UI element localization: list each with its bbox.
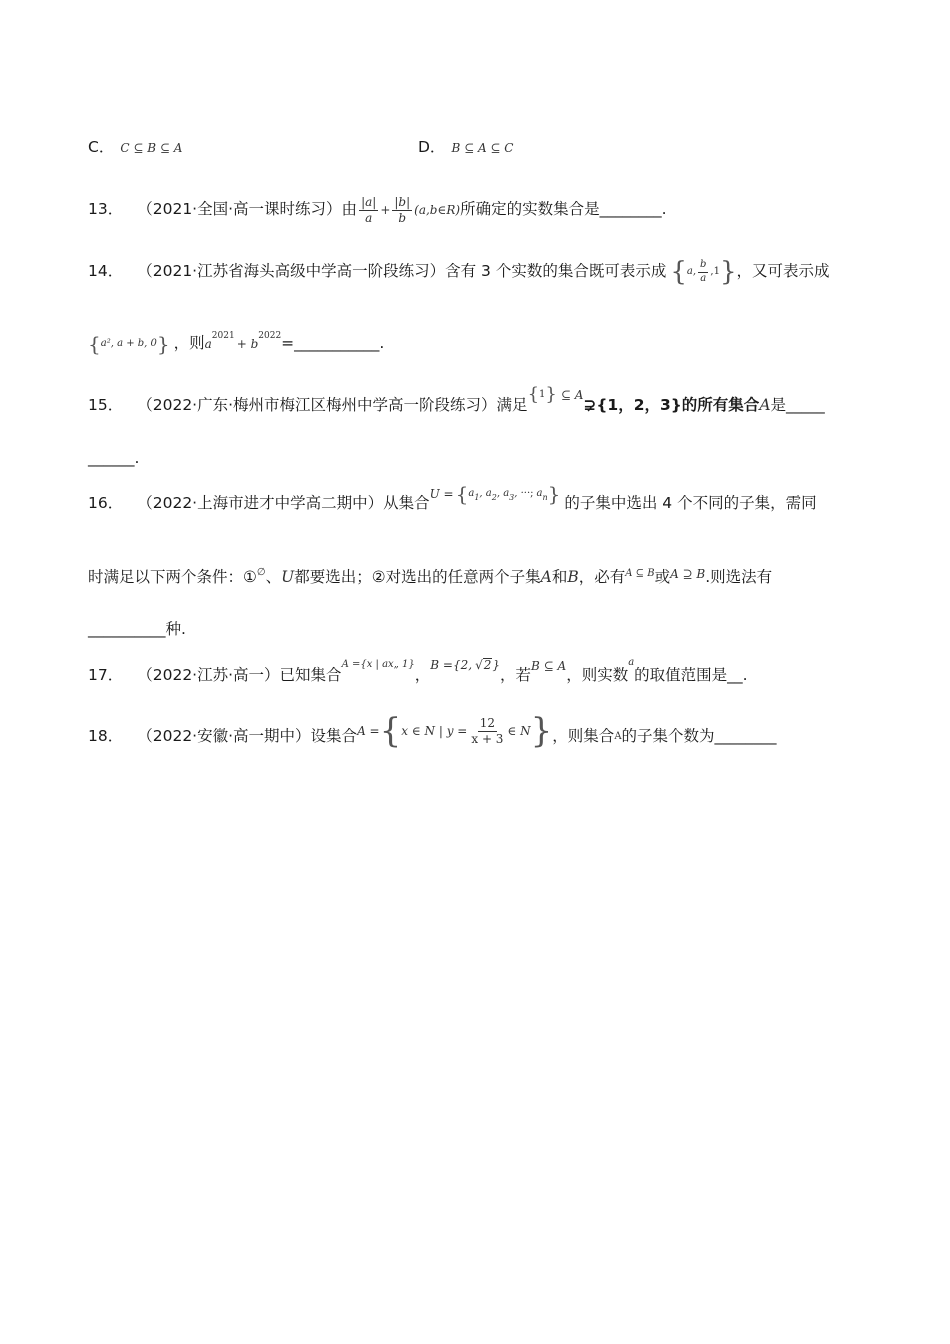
question-text: 的取值范围是__. <box>634 666 748 685</box>
question-source: （2022·上海市进才中学高二期中） <box>137 494 384 513</box>
question-15 <box>88 386 825 426</box>
right-brace: } <box>530 711 553 751</box>
set-a-definition: A ={x | ax„ 1} <box>341 659 415 670</box>
option-c-label: C． <box>88 138 115 156</box>
power-exponent: 2021 <box>211 330 235 341</box>
right-brace: } <box>547 482 561 506</box>
variable-a: A <box>540 568 552 586</box>
question-text: ______. <box>88 449 140 467</box>
power-base: a <box>204 337 212 351</box>
question-text: 已知集合 <box>279 666 342 685</box>
relation-superset: A ⊇ B <box>670 566 706 581</box>
option-d <box>418 140 513 156</box>
option-c <box>88 140 182 156</box>
fraction-denominator: b <box>398 210 407 225</box>
option-d-label: D． <box>418 138 446 156</box>
subset-expr <box>528 386 584 404</box>
question-16 <box>88 484 817 524</box>
relation-subset: B ⊆ A <box>531 659 567 673</box>
question-text: 的子集中选出 4 个不同的子集，需同 <box>564 494 817 513</box>
variable-a: a <box>628 657 635 668</box>
fraction-denominator: a <box>700 272 707 284</box>
variable-b: B <box>567 568 579 586</box>
set-element: $a_1$, <box>468 488 486 502</box>
set-condition: ∈ N <box>507 724 531 738</box>
variable-u: U <box>281 568 295 586</box>
question-14 <box>88 250 830 294</box>
option-c-expr: C ⊆ B ⊆ A <box>120 140 183 155</box>
power-exponent: 2022 <box>258 330 282 341</box>
question-source: （2022·广东·梅州市梅江区梅州中学高一阶段练习） <box>137 396 497 415</box>
set-elements: a², a + b, 0 <box>100 338 157 349</box>
question-14-cont <box>88 326 384 362</box>
fraction-numerator: |b| <box>394 194 411 209</box>
question-text: 含有 3 个实数的集合既可表示成 <box>445 262 667 281</box>
left-brace: { <box>379 711 402 751</box>
question-text: 所确定的实数集合是________. <box>460 200 667 219</box>
question-source: （2021·全国·高一课时练习） <box>137 200 342 219</box>
question-text: ，若 <box>500 666 532 685</box>
fraction-numerator: 12 <box>479 715 496 730</box>
question-text: 是_____ <box>770 396 825 415</box>
left-brace: { <box>455 482 469 506</box>
question-number: 15． <box>88 396 124 415</box>
set-element: $a_2$, <box>485 488 504 502</box>
question-text: ，又可表示成 <box>736 262 830 281</box>
ellipsis: ···; <box>520 488 534 499</box>
subset-relation: ⊆ A <box>560 388 584 402</box>
fraction-abs-b <box>392 196 412 224</box>
question-16-line3 <box>88 622 186 638</box>
set-u-lhs: U = <box>429 487 454 501</box>
question-text: 和 <box>551 568 568 586</box>
question-15-cont <box>88 451 139 467</box>
question-text: ，则集合 <box>552 727 615 746</box>
question-16-line2 <box>88 566 773 586</box>
set-condition: x ∈ N | y = <box>401 724 468 738</box>
left-brace: { <box>88 332 101 356</box>
question-number: 16． <box>88 494 124 513</box>
question-text: =___________. <box>281 334 385 353</box>
question-text: ，必有 <box>578 568 626 586</box>
question-18 <box>88 712 777 762</box>
question-number: 18． <box>88 727 124 746</box>
set-element: $a_3$, <box>503 488 521 502</box>
set-element: ,1 <box>710 266 720 277</box>
question-13 <box>88 188 667 232</box>
plus-sign: + <box>380 203 391 217</box>
fraction-abs-a <box>359 196 378 224</box>
question-text: ⊋{1，2，3}的所有集合 <box>583 396 760 415</box>
question-number: 14． <box>88 262 124 281</box>
set-element: 1 <box>539 389 546 400</box>
question-source: （2022·江苏·高一） <box>137 666 280 685</box>
question-text: 由 <box>341 200 358 219</box>
set-lhs: A = <box>357 724 380 738</box>
variable-a: A <box>759 396 771 415</box>
set-u-expr <box>430 484 561 504</box>
fraction-b-over-a <box>698 260 708 284</box>
right-brace: } <box>719 257 737 287</box>
question-text: 时满足以下两个条件：① <box>88 568 257 586</box>
question-text: ，则 <box>173 334 205 353</box>
question-text: __________种. <box>88 620 186 638</box>
question-source: （2022·安徽·高一期中） <box>137 727 311 746</box>
left-brace: { <box>670 257 687 287</box>
question-text: .则选法有 <box>705 568 773 586</box>
fraction-denominator: a <box>365 210 373 225</box>
question-text: 都要选出；②对选出的任意两个子集 <box>294 568 541 586</box>
fraction-numerator: b <box>698 260 708 273</box>
right-brace: } <box>545 384 557 405</box>
question-text: 设集合 <box>310 727 358 746</box>
question-source: （2021·江苏省海头高级中学高一阶段练习） <box>137 262 446 281</box>
question-text: ， <box>414 666 431 685</box>
set-element: $a_n$ <box>536 488 548 502</box>
question-17 <box>88 656 748 696</box>
fraction-denominator: x + 3 <box>471 731 504 746</box>
question-text: 、 <box>265 568 282 586</box>
question-text: ，则实数 <box>566 666 629 685</box>
set-element: a, <box>686 266 697 277</box>
set-a-expr <box>357 711 553 751</box>
right-brace: } <box>156 332 170 356</box>
set-b-definition: B ={2, √ 2 } <box>430 658 500 672</box>
variable-a: A <box>614 731 622 742</box>
left-brace: { <box>527 384 540 405</box>
empty-set-symbol: ∅ <box>256 566 266 578</box>
question-text: 的子集个数为________ <box>621 727 777 746</box>
relation-subset: A ⊆ B <box>625 567 655 579</box>
question-text: 从集合 <box>383 494 430 513</box>
question-text: 满足 <box>496 396 528 415</box>
fraction-numerator: |a| <box>361 194 377 209</box>
sqrt-expr: √ 2 <box>475 658 492 672</box>
question-number: 13． <box>88 200 124 219</box>
condition-expr: (a,b∈R) <box>414 203 461 217</box>
question-text: 或 <box>654 568 671 586</box>
power-base: + b <box>236 337 259 351</box>
option-d-expr: B ⊆ A ⊆ C <box>451 140 514 155</box>
question-number: 17． <box>88 666 124 685</box>
fraction-12-over-x3 <box>469 717 505 745</box>
